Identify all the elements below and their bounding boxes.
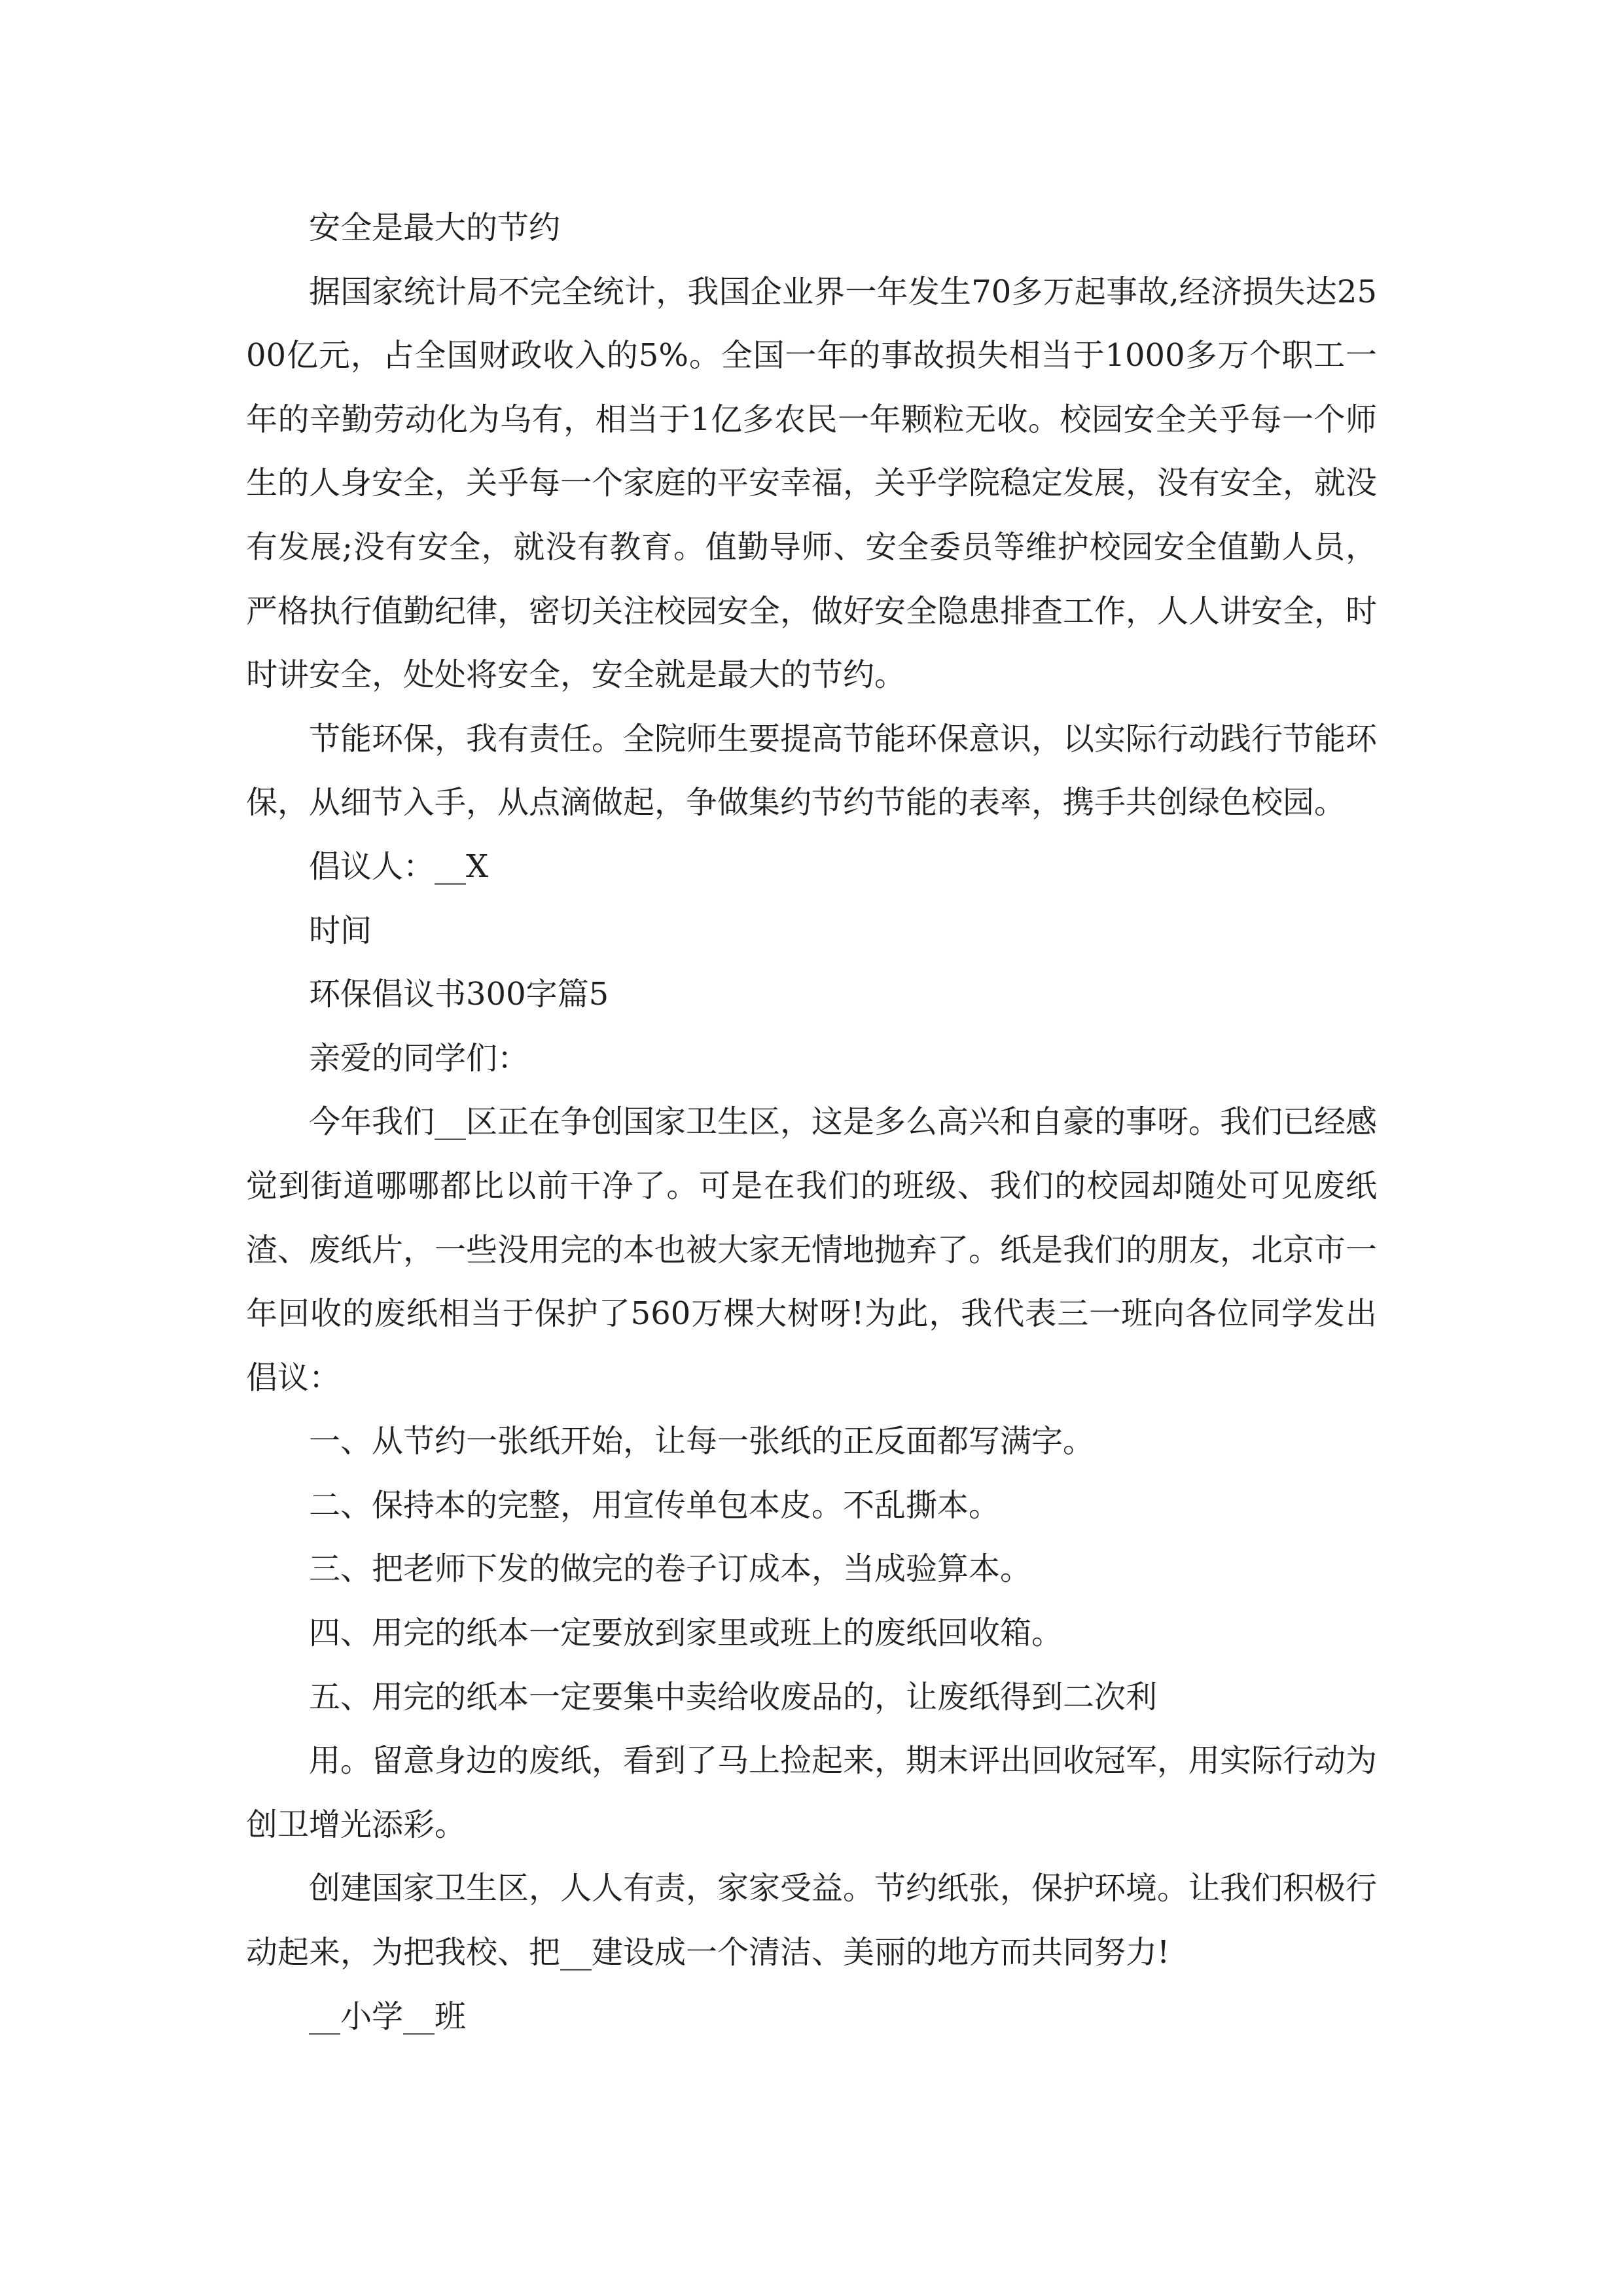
paragraph-energy-saving: 节能环保，我有责任。全院师生要提高节能环保意识，以实际行动践行节能环保，从细节入手，从点滴做起，争做集约节约节能的表率，携手共创绿色校园。: [246, 720, 1378, 821]
paragraph-time: 时间: [309, 912, 372, 949]
paragraph-initiator: 倡议人：__X: [309, 848, 489, 885]
paragraph-section-title: 环保倡议书300字篇5: [309, 976, 609, 1013]
paragraph-item-4: 四、用完的纸本一定要放到家里或班上的废纸回收箱。: [309, 1615, 1063, 1652]
paragraph-signature: __小学__班: [309, 1998, 467, 2035]
paragraph-closing: 创建国家卫生区，人人有责，家家受益。节约纸张，保护环境。让我们积极行动起来，为把我校、把__建设成一个清洁、美丽的地方而共同努力!: [246, 1870, 1378, 1971]
paragraph-title-safety: 安全是最大的节约: [309, 209, 561, 246]
paragraph-intro: 今年我们__区正在争创国家卫生区，这是多么高兴和自豪的事呀。我们已经感觉到街道哪哪都比以前干净了。可是在我们的班级、我们的校园却随处可见废纸渣、废纸片，一些没用完的本也被大家无情地抛弃了。纸是我们的朋友，北京市一年回收的废纸相当于保护了560万棵大树呀!为此，我代表三一班向各位同学发出倡议：: [246, 1103, 1378, 1396]
paragraph-item-5: 五、用完的纸本一定要集中卖给收废品的，让废纸得到二次利: [309, 1678, 1158, 1715]
paragraph-item-5-continued: 用。留意身边的废纸，看到了马上捡起来，期末评出回收冠军，用实际行动为创卫增光添彩。: [246, 1742, 1378, 1843]
document-body: [246, 196, 1377, 2049]
paragraph-item-3: 三、把老师下发的做完的卷子订成本，当成验算本。: [309, 1551, 1032, 1588]
paragraph-safety-statistics: 据国家统计局不完全统计，我国企业界一年发生70多万起事故,经济损失达2500亿元，占全国财政收入的5%。全国一年的事故损失相当于1000多万个职工一年的辛勤劳动化为乌有，相当于1亿多农民一年颗粒无收。校园安全关乎每一个师生的人身安全，关乎每一个家庭的平安幸福，关乎学院稳定发展，没有安全，就没有发展;没有安全，就没有教育。值勤导师、安全委员等维护校园安全值勤人员，严格执行值勤纪律，密切关注校园安全，做好安全隐患排查工作，人人讲安全，时时讲安全，处处将安全，安全就是最大的节约。: [246, 273, 1378, 694]
paragraph-item-2: 二、保持本的完整，用宣传单包本皮。不乱撕本。: [309, 1486, 1001, 1524]
paragraph-item-1: 一、从节约一张纸开始，让每一张纸的正反面都写满字。: [309, 1423, 1095, 1460]
paragraph-salutation: 亲爱的同学们：: [309, 1039, 529, 1077]
